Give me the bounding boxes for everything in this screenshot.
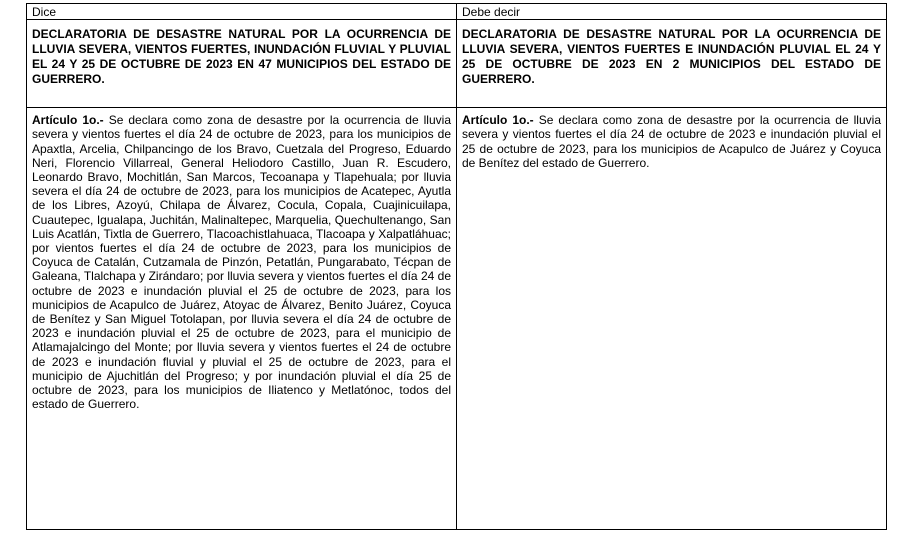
article-paragraph-dice: [32, 113, 451, 411]
title-dice: DECLARATORIA DE DESASTRE NATURAL POR LA OCURRENCIA DE LLUVIA SEVERA, VIENTOS FUERTES, INUNDACIÓN FLUVIAL Y PLUVIAL EL 24 Y 25 DE OCTUBRE DE 2023 EN 47 MUNICIPIOS DEL ESTADO DE GUERRERO.: [32, 27, 451, 87]
title-cell-debe-decir: [457, 20, 887, 108]
article-label-dice: Artículo 1o.-: [32, 113, 104, 128]
header-dice: Dice: [27, 4, 457, 20]
article-row: [27, 108, 887, 530]
article-text-debe-decir: Se declara como zona de desastre por la ocurrencia de lluvia severa y vientos fuertes el día 24 de octubre de 2023 e inundación pluvial el 25 de octubre de 2023, para los municipios de Acapulco de Juárez y Coyuca de Benítez del estado de Guerrero.: [462, 113, 881, 170]
article-cell-dice: [27, 108, 457, 530]
title-row: [27, 20, 887, 108]
header-debe-decir: Debe decir: [457, 4, 887, 20]
errata-table: [26, 3, 887, 530]
article-label-debe-decir: Artículo 1o.-: [462, 113, 534, 128]
title-debe-decir: DECLARATORIA DE DESASTRE NATURAL POR LA OCURRENCIA DE LLUVIA SEVERA, VIENTOS FUERTES E INUNDACIÓN PLUVIAL EL 24 Y 25 DE OCTUBRE DE 2023 EN 2 MUNICIPIOS DEL ESTADO DE GUERRERO.: [462, 27, 881, 87]
header-row: [27, 4, 887, 20]
article-cell-debe-decir: [457, 108, 887, 530]
title-cell-dice: [27, 20, 457, 108]
article-text-dice: Se declara como zona de desastre por la ocurrencia de lluvia severa y vientos fuertes el día 24 de octubre de 2023, para los municipios de Apaxtla, Arcelia, Chilpancingo de los Bravo, Cuetzala del Progreso, Eduardo Neri, Florencio Villarreal, General Heliodoro Castillo, Juan R. Escudero, Leonardo Bravo, Mochitlán, San Marcos, Tecoanapa y Tlapehuala; por lluvia severa el día 24 de octubre de 2023, para los municipios de Acatepec, Ayutla de los Libres, Azoyú, Chilapa de Álvarez, Cocula, Copala, Cuajinicuilapa, Cuautepec, Igualapa, Juchitán, Malinaltepec, Marquelia, Quechultenango, San Luis Acatlán, Tixtla de Guerrero, Tlacoachistlahuaca, Tlacoapa y Xalpatláhuac; por vientos fuertes el día 24 de octubre de 2023, para los municipios de Coyuca de Catalán, Cutzamala de Pinzón, Petatlán, Pungarabato, Técpan de Galeana, Tlalchapa y Zirándaro; por lluvia severa y vientos fuertes el día 24 de octubre de 2023 e inundación pluvial el 25 de octubre de 2023, para los municipios de Acapulco de Juárez, Atoyac de Álvarez, Benito Juárez, Coyuca de Benítez y San Miguel Totolapan, por lluvia severa el día 24 de octubre de 2023 e inundación pluvial el 25 de octubre de 2023, para el municipio de Atlamajalcingo del Monte; por lluvia severa y vientos fuertes el 24 de octubre de 2023 e inundación fluvial y pluvial el 25 de octubre de 2023, para el municipio de Ajuchitlán del Progreso; y por inundación pluvial el día 25 de octubre de 2023, para los municipios de Iliatenco y Metlatónoc, todos del estado de Guerrero.: [32, 113, 451, 412]
article-paragraph-debe-decir: [462, 113, 881, 170]
